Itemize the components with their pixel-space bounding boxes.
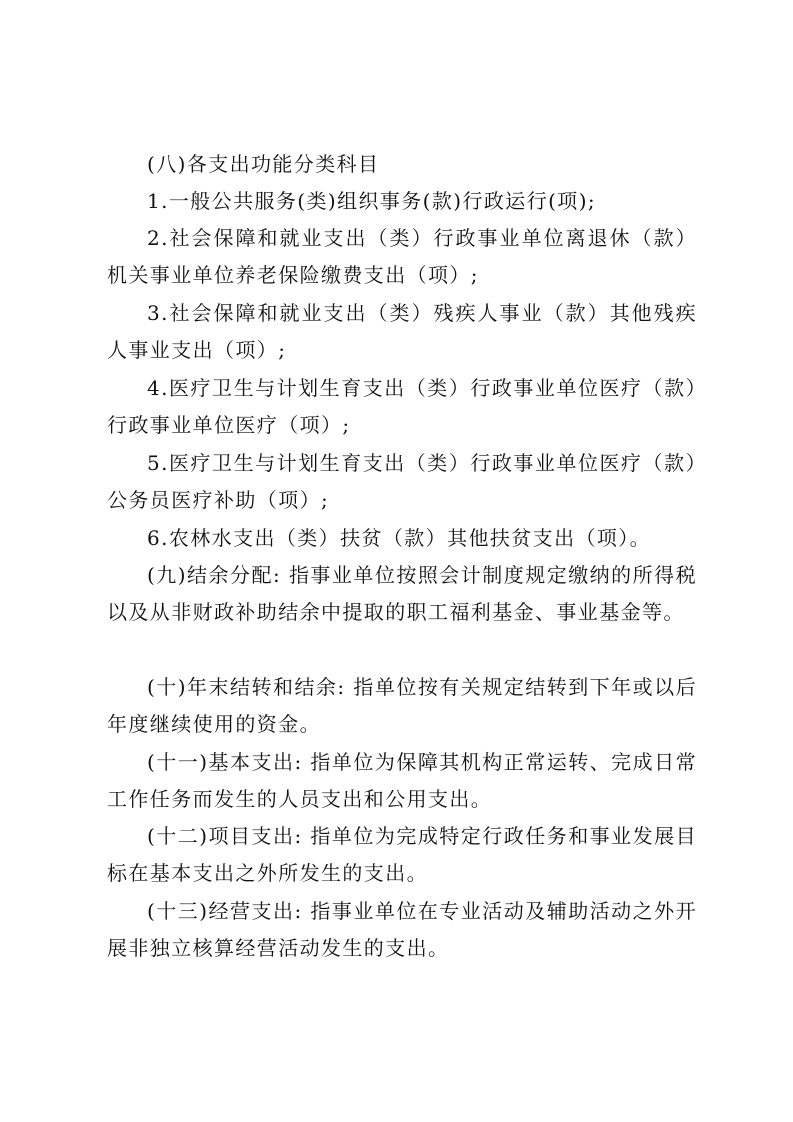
list-item-6: 6.农林水支出（类）扶贫（款）其他扶贫支出（项）。 xyxy=(147,526,652,550)
list-item-5: 5.医疗卫生与计划生育支出（类）行政事业单位医疗（款）公务员医疗补助（项）; xyxy=(107,451,697,512)
list-item-1: 1.一般公共服务(类)组织事务(款)行政运行(项); xyxy=(147,189,597,213)
definition-surplus-allocation: (九)结余分配: 指事业单位按照会计制度规定缴纳的所得税以及从非财政补助结余中提取的职工福利基金、事业基金等。 xyxy=(107,563,697,624)
section-heading-8: (八)各支出功能分类科目 xyxy=(147,152,380,176)
definition-year-end-carryover: (十)年末结转和结余: 指单位按有关规定结转到下年或以后年度继续使用的资金。 xyxy=(107,675,697,736)
definition-basic-expenditure: (十一)基本支出: 指单位为保障其机构正常运转、完成日常工作任务而发生的人员支出和公用支出。 xyxy=(107,750,697,811)
definition-operating-expenditure: (十三)经营支出: 指事业单位在专业活动及辅助活动之外开展非独立核算经营活动发生的支出。 xyxy=(107,899,697,960)
definition-project-expenditure: (十二)项目支出: 指单位为完成特定行政任务和事业发展目标在基本支出之外所发生的支出。 xyxy=(107,824,697,885)
list-item-4: 4.医疗卫生与计划生育支出（类）行政事业单位医疗（款）行政事业单位医疗（项）; xyxy=(107,376,697,437)
list-item-2: 2.社会保障和就业支出（类）行政事业单位离退休（款）机关事业单位养老保险缴费支出（项）; xyxy=(107,226,697,287)
list-item-3: 3.社会保障和就业支出（类）残疾人事业（款）其他残疾人事业支出（项）; xyxy=(107,301,697,362)
